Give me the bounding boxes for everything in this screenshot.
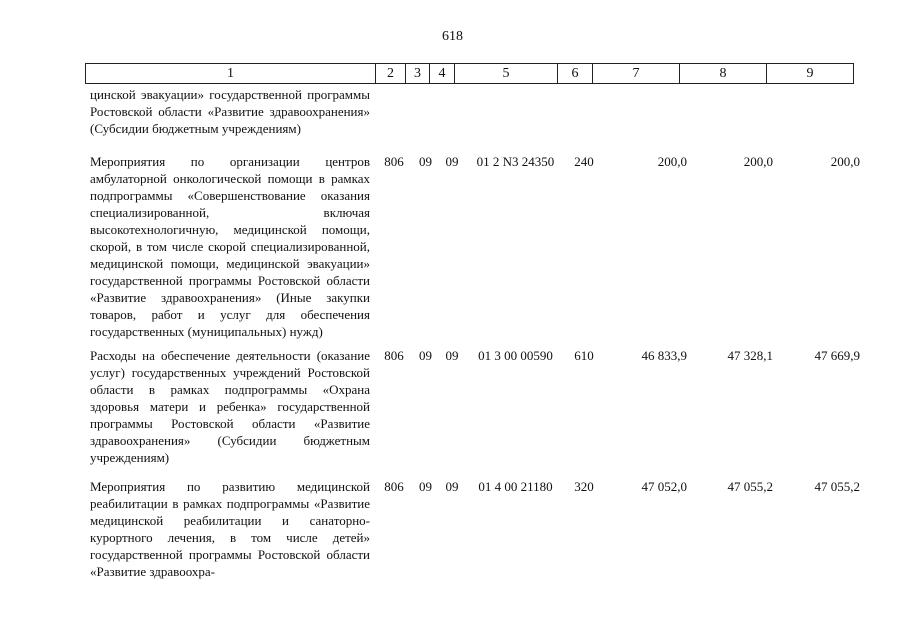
row-amount-col7: 46 833,9: [641, 348, 687, 363]
row-subsection: 09: [445, 348, 459, 363]
row-expense-type: 610: [574, 348, 594, 363]
row-ministry-code: 806: [384, 348, 404, 363]
header-col-5: 5: [455, 64, 558, 84]
header-col-9: 9: [767, 64, 854, 84]
header-col-4: 4: [430, 64, 455, 84]
row-amount-col9: 47 669,9: [814, 348, 860, 363]
row-subsection: 09: [445, 479, 459, 494]
row-section: 09: [419, 348, 432, 363]
header-col-7: 7: [593, 64, 680, 84]
row-amount-col8: 200,0: [743, 154, 773, 169]
row-amount-col7: 200,0: [657, 154, 687, 169]
row-target-article: 01 4 00 21180: [478, 479, 553, 494]
row-expense-type: 320: [574, 479, 594, 494]
row-section: 09: [419, 154, 432, 169]
header-col-6: 6: [558, 64, 593, 84]
row-section: 09: [419, 479, 432, 494]
header-col-2: 2: [376, 64, 406, 84]
row-description: цинской эвакуации» государственной программы Ростовской области «Развитие здравоохранения» (Субсидии бюджетным учреждениям): [90, 87, 370, 136]
row-subsection: 09: [445, 154, 459, 169]
row-description: Мероприятия по развитию медицинской реабилитации в рамках подпрограммы «Развитие медицинской реабилитации и санаторно-курортного лечения, в том числе детей» государственной программы Ростовской области «Развитие здравоохра-: [90, 479, 370, 579]
row-amount-col9: 200,0: [830, 154, 860, 169]
row-amount-col7: 47 052,0: [641, 479, 687, 494]
row-amount-col8: 47 055,2: [727, 479, 773, 494]
row-amount-col9: 47 055,2: [814, 479, 860, 494]
table-header: [85, 63, 854, 84]
row-amount-col8: 47 328,1: [727, 348, 773, 363]
header-col-8: 8: [680, 64, 767, 84]
row-target-article: 01 2 N3 24350: [476, 154, 555, 169]
row-ministry-code: 806: [384, 154, 404, 169]
page-number: 618: [442, 29, 463, 44]
header-col-3: 3: [406, 64, 430, 84]
header-col-1: 1: [86, 64, 376, 84]
row-target-article: 01 3 00 00590: [478, 348, 553, 363]
row-expense-type: 240: [574, 154, 594, 169]
row-description: Мероприятия по организации центров амбулаторной онкологической помощи в рамках подпрограммы «Совершенствование оказания специализированной, включая высокотехнологичную, медицинской помощи, скорой, в том числе скорой специализированной, медицинской помощи, медицинской эвакуации» государственной программы Ростовской области «Развитие здравоохранения» (Иные закупки товаров, работ и услуг для обеспечения государственных (муниципальных) нужд): [90, 154, 370, 339]
row-description: Расходы на обеспечение деятельности (оказание услуг) государственных учреждений Ростовской области в рамках подпрограммы «Охрана здоровья матери и ребенка» государственной программы Ростовской области «Развитие здравоохранения» (Субсидии бюджетным учреждениям): [90, 348, 370, 465]
row-ministry-code: 806: [384, 479, 404, 494]
